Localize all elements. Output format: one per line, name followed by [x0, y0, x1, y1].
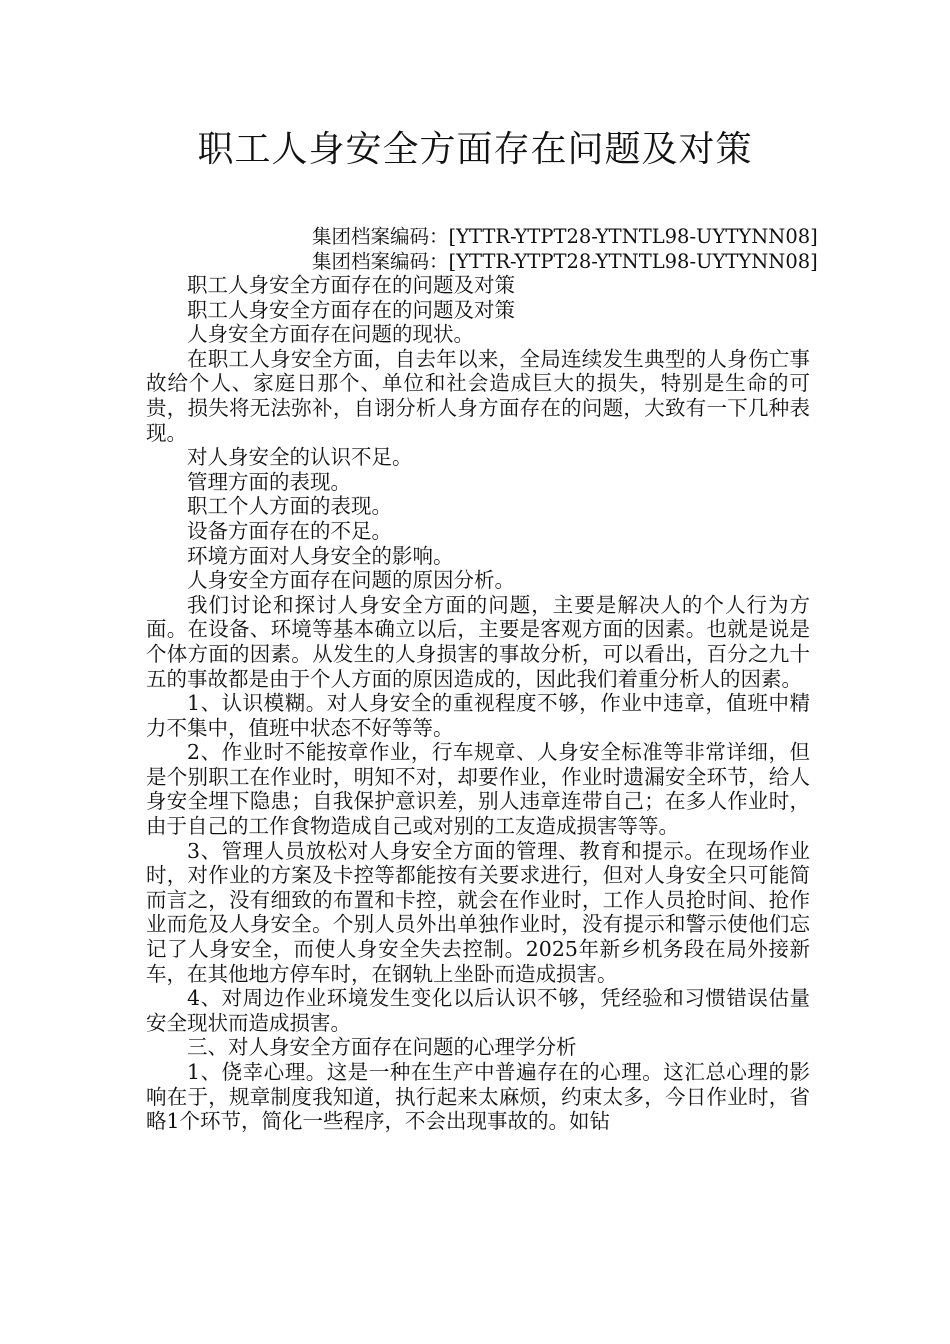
body-paragraph: 职工人身安全方面存在的问题及对策 — [187, 273, 515, 297]
body-paragraph: 职工个人方面的表现。 — [187, 494, 392, 519]
body-paragraph: 管理方面的表现。 — [187, 469, 351, 494]
body-paragraph: 对人身安全的认识不足。 — [187, 445, 413, 470]
body-paragraph: 1、认识模糊。对人身安全的重视程度不够，作业中违章，值班中精力不集中，值班中状态不好等等。 — [146, 691, 810, 740]
body-paragraph: 在职工人身安全方面，自去年以来，全局连续发生典型的人身伤亡事故给个人、家庭日那个、单位和社会造成巨大的损失，特别是生命的可贵，损失将无法弥补，自诩分析人身方面存在的问题，大致有一下几种表现。 — [146, 346, 810, 445]
body-paragraph: 3、管理人员放松对人身安全方面的管理、教育和提示。在现场作业时，对作业的方案及卡控等都能按有关要求进行，但对人身安全只可能简而言之，没有细致的布置和卡控，就会在作业时，工作人员抢时间、抢作业而危及人身安全。个别人员外出单独作业时，没有提示和警示使他们忘记了人身安全，而使人身安全失去控制。2025年新乡机务段在局外接新车，在其他地方停车时，在钢轨上坐卧而造成损害。 — [146, 838, 810, 986]
body-paragraph: 我们讨论和探讨人身安全方面的问题，主要是解决人的个人行为方面。在设备、环境等基本确立以后，主要是客观方面的因素。也就是说是个体方面的因素。从发生的人身损害的事故分析，可以看出，百分之九十五的事故都是由于个人方面的原因造成的，因此我们着重分析人的因素。 — [146, 592, 810, 691]
body-paragraph: 1、侥幸心理。这是一种在生产中普遍存在的心理。这汇总心理的影响在于，规章制度我知道，执行起来太麻烦，约束太多，今日作业时，省略1个环节，简化一些程序，不会出现事故的。如钻 — [146, 1060, 810, 1134]
body-paragraph: 环境方面对人身安全的影响。 — [187, 543, 454, 568]
archive-code-line: 集团档案编码：[YTTR-YTPT28-YTNTL98-UYTYNN08] — [312, 225, 818, 248]
body-paragraph: 人身安全方面存在问题的原因分析。 — [187, 568, 515, 593]
document-title: 职工人身安全方面存在问题及对策 — [197, 129, 753, 170]
body-paragraph: 职工人身安全方面存在的问题及对策 — [187, 297, 515, 322]
body-paragraph: 设备方面存在的不足。 — [187, 518, 392, 543]
document-body — [146, 273, 810, 1134]
body-paragraph: 2、作业时不能按章作业，行车规章、人身安全标准等非常详细，但是个别职工在作业时，明知不对，却要作业，作业时遗漏安全环节，给人身安全埋下隐患；自我保护意识差，别人违章连带自己；在多人作业时，由于自己的工作食物造成自己或对别的工友造成损害等等。 — [146, 740, 810, 839]
archive-code-line: 集团档案编码：[YTTR-YTPT28-YTNTL98-UYTYNN08] — [312, 250, 818, 273]
body-paragraph: 4、对周边作业环境发生变化以后认识不够，凭经验和习惯错误估量安全现状而造成损害。 — [146, 986, 810, 1035]
body-paragraph: 三、对人身安全方面存在问题的心理学分析 — [187, 1035, 577, 1060]
body-paragraph: 人身安全方面存在问题的现状。 — [187, 322, 474, 347]
